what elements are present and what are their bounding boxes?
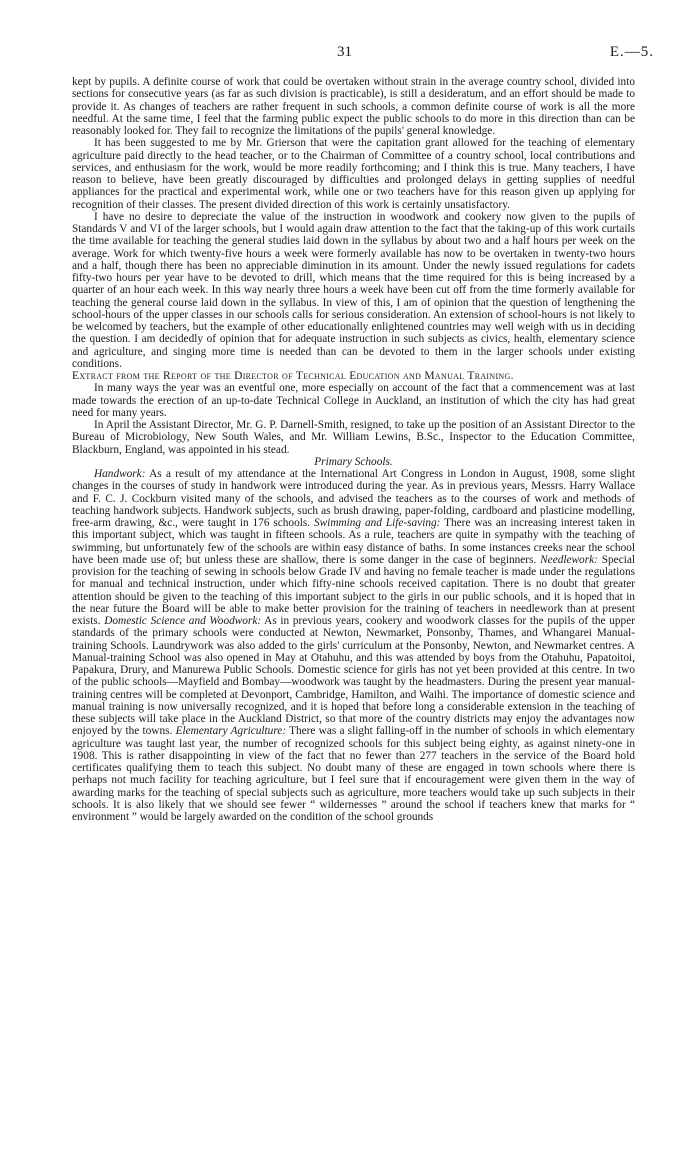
- paragraph-technical-college: In many ways the year was an eventful one, more especially on account of the fact that a commencement was at last made towards the erection of an up-to-date Technical College in Auckland, an institution of which the city has had great need for many years.: [72, 382, 635, 419]
- paragraph-primary-schools: [72, 468, 635, 823]
- page-header: [0, 44, 700, 64]
- section-heading-technical-education: Extract from the Report of the Director of Technical Education and Manual Training.: [72, 370, 514, 382]
- text-swimming: There was an increasing interest taken in this important subject, which was taught in fifteen schools. As a rule, teachers are quite in sympathy with the teaching of swimming, but unfortunately few of the schools are within easy distance of baths. In some instances creeks near the school have been made use of; but unless these are shallow, there is some danger in the case of beginners.: [72, 517, 636, 566]
- body-text: [72, 76, 635, 823]
- document-code: E.—5.: [609, 44, 654, 60]
- sub-heading-primary-schools: Primary Schools.: [314, 455, 393, 468]
- text-needlework: Special provision for the teaching of sewing in schools below Grade IV and having no female teacher is made under the regulations for manual and technical instruction, under which fifty-nine schools received capitation. There is no doubt that greater attention should be given to the teaching of this important subject to the girls in our public schools, and it is hoped that in the near future the Board will be able to make better provision for the training of teachers in needlework than at present exists.: [72, 553, 636, 627]
- text-handwork: As a result of my attendance at the International Art Congress in London in August, 1908, some slight changes in the courses of study in handwork were introduced during the year. As in previous years, Messrs. Harry Wallace and F. C. J. Cockburn visited many of the schools, and advised the teachers as to the courses of work and methods of teaching handwork subjects. Handwork subjects, such as brush drawing, paper-folding, cardboard and plasticine modelling, free-arm drawing, &c., were taught in 176 schools.: [72, 468, 635, 529]
- text-domestic-science: As in previous years, cookery and woodwork classes for the pupils of the upper standards of the primary schools were conducted at Newton, Newmarket, Ponsonby, Thames, and Whangarei Manual-training Schools. Laundrywork was also added to the girls' curriculum at the Ponsonby, Newton, and Newmarket centres. A Manual-training School was also opened in May at Otahuhu, and this was attended by boys from the Otahuhu, Papatoitoi, Papakura, Drury, and Manurewa Public Schools. Domestic science for girls has not yet been provided at this centre. In two of the public schools—Mayfield and Bombay—woodwork was taught by the headmasters. During the present year manual-training centres will be completed at Devonport, Cambridge, Hamilton, and Waihi. The importance of domestic science and manual training is now universally recognized, and it is hoped that before long a considerable extension in the teaching of these subjects will take place in the Auckland District, so that more of the country districts may enjoy the advantages now enjoyed by the towns.: [72, 615, 635, 738]
- term-needlework: Needlework:: [540, 553, 598, 566]
- paragraph-assistant-director: In April the Assistant Director, Mr. G. P. Darnell-Smith, resigned, to take up the position of an Assistant Director to the Bureau of Microbiology, New South Wales, and Mr. William Lewins, B.Sc., Inspector to the Education Committee, Blackburn, England, was appointed in his stead.: [72, 419, 635, 456]
- term-swimming: Swimming and Life-saving:: [314, 517, 441, 529]
- page-number: 31: [337, 44, 352, 60]
- text-agriculture: There was a slight falling-off in the number of schools in which elementary agriculture was taught last year, the number of recognized schools for this subject being eighty, as against ninety-one in 1908. This is rather disappointing in view of the fact that no fewer than 277 teachers in the service of the Board hold certificates qualifying them to teach this subject. No doubt many of these are engaged in town schools where there is perhaps not much facility for teaching agriculture, but I feel sure that if encouragement were given them in the way of awarding marks for the teaching of special subjects such as agriculture, more teachers would take up such subjects in their schools. It is also likely that we should see fewer “ wildernesses ” around the school if teachers knew that marks for “ environment ” would be largely awarded on the condition of the school grounds: [72, 725, 635, 823]
- paragraph-school-hours: I have no desire to depreciate the value of the instruction in woodwork and cookery now given to the pupils of Standards V and VI of the larger schools, but I would again draw attention to the fact that the taking-up of this work curtails the time available for teaching the general studies laid down in the syllabus by about two and a half hours per week on the average. Work for which twenty-five hours a week were formerly available has now to be overtaken in twenty-two hours and a half, though there has been no appreciable diminution in its amount. Under the newly issued regulations for cadets fifty-two hours per year have to be devoted to drill, which means that the time required for this is being increased by a quarter of an hour each week. In this way nearly three hours a week have been cut off from the time formerly available for teaching the general course laid down in the syllabus. In view of this, I am of opinion that the question of lengthening the school-hours of the upper classes in our schools calls for serious consideration. An extension of school-hours is not likely to be welcomed by teachers, but the example of other educationally enlightened countries may well weigh with us in deciding the question. I am decidedly of opinion that for adequate instruction in such subjects as civics, health, elementary science and agriculture, and singing more time is needed than can be devoted to them in the larger schools under existing conditions.: [72, 210, 635, 370]
- paragraph-continuation: kept by pupils. A definite course of work that could be overtaken without strain in the average country school, divided into sections for consecutive years (as far as such division is practicable), is still a desideratum, and an effort should be made to provide it. As changes of teachers are rather frequent in such schools, a common definite course of work is all the more needful. At the same time, I feel that the farming public expect the public schools to do more in this direction than can be reasonably looked for. They fail to recognize the limitations of the pupils' general knowledge.: [72, 76, 635, 137]
- term-agriculture: Elementary Agriculture:: [175, 725, 287, 738]
- term-domestic-science: Domestic Science and Woodwork:: [104, 615, 262, 627]
- term-handwork: Handwork:: [94, 468, 146, 480]
- paragraph-capitation-grant: It has been suggested to me by Mr. Grierson that were the capitation grant allowed for the teaching of elementary agriculture paid directly to the head teacher, or to the Chairman of Committee of a country school, local contributions and services, and enthusiasm for the work, would be more readily forthcoming; and I think this is true. Many teachers, I have reason to believe, have been greatly discouraged by difficulties and prolonged delays in getting supplies of needful appliances for the practical and experimental work, while one or two teachers have for this reason given up applying for recognition of their classes. The present divided direction of this work is certainly unsatisfactory.: [72, 137, 635, 211]
